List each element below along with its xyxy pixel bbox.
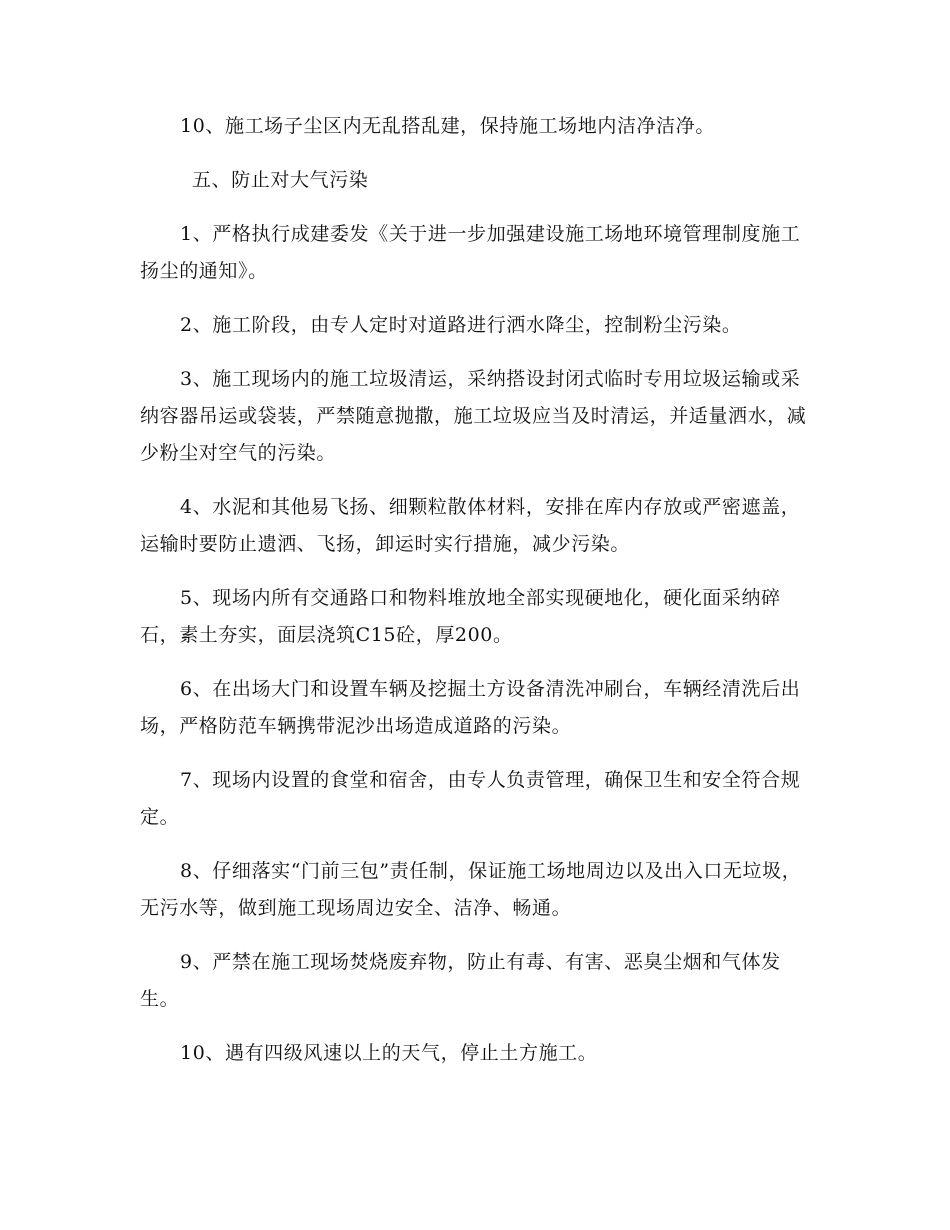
paragraph-item-3: 3、施工现场内的施工垃圾清运，采纳搭设封闭式临时专用垃圾运输或采纳容器吊运或袋装，严禁随意抛撒，施工垃圾应当及时清运，并适量洒水，减少粉尘对空气的污染。	[140, 368, 807, 464]
paragraph-item-8: 8、仔细落实“门前三包”责任制，保证施工场地周边以及出入口无垃圾，无污水等，做到施工现场周边安全、洁净、畅通。	[140, 860, 802, 919]
paragraph-item-10-cleanliness: 10、施工场子尘区内无乱搭乱建，保持施工场地内洁净洁净。	[180, 115, 715, 137]
paragraph-item-1: 1、严格执行成建委发《关于进一步加强建设施工场地环境管理制度施工扬尘的通知》。	[140, 223, 801, 282]
paragraph-item-7: 7、现场内设置的食堂和宿舍，由专人负责管理，确保卫生和安全符合规定。	[140, 769, 801, 828]
section-heading-air-pollution: 五、防止对大气污染	[192, 169, 369, 191]
paragraph-item-2: 2、施工阶段，由专人定时对道路进行洒水降尘，控制粉尘污染。	[180, 314, 742, 336]
document-body	[140, 108, 808, 1072]
paragraph-item-10-wind: 10、遇有四级风速以上的天气，停止土方施工。	[180, 1042, 598, 1064]
paragraph-item-6: 6、在出场大门和设置车辆及挖掘土方设备清洗冲刷台，车辆经清洗后出场，严格防范车辆携带泥沙出场造成道路的污染。	[140, 678, 801, 737]
paragraph-item-9: 9、严禁在施工现场焚烧废弃物，防止有毒、有害、恶臭尘烟和气体发生。	[140, 951, 781, 1010]
paragraph-item-5: 5、现场内所有交通路口和物料堆放地全部实现硬地化，硬化面采纳碎石，素土夯实，面层浇筑C15砼，厚200。	[140, 587, 781, 646]
paragraph-item-4: 4、水泥和其他易飞扬、细颗粒散体材料，安排在库内存放或严密遮盖，运输时要防止遗洒、飞扬，卸运时实行措施，减少污染。	[140, 496, 801, 555]
